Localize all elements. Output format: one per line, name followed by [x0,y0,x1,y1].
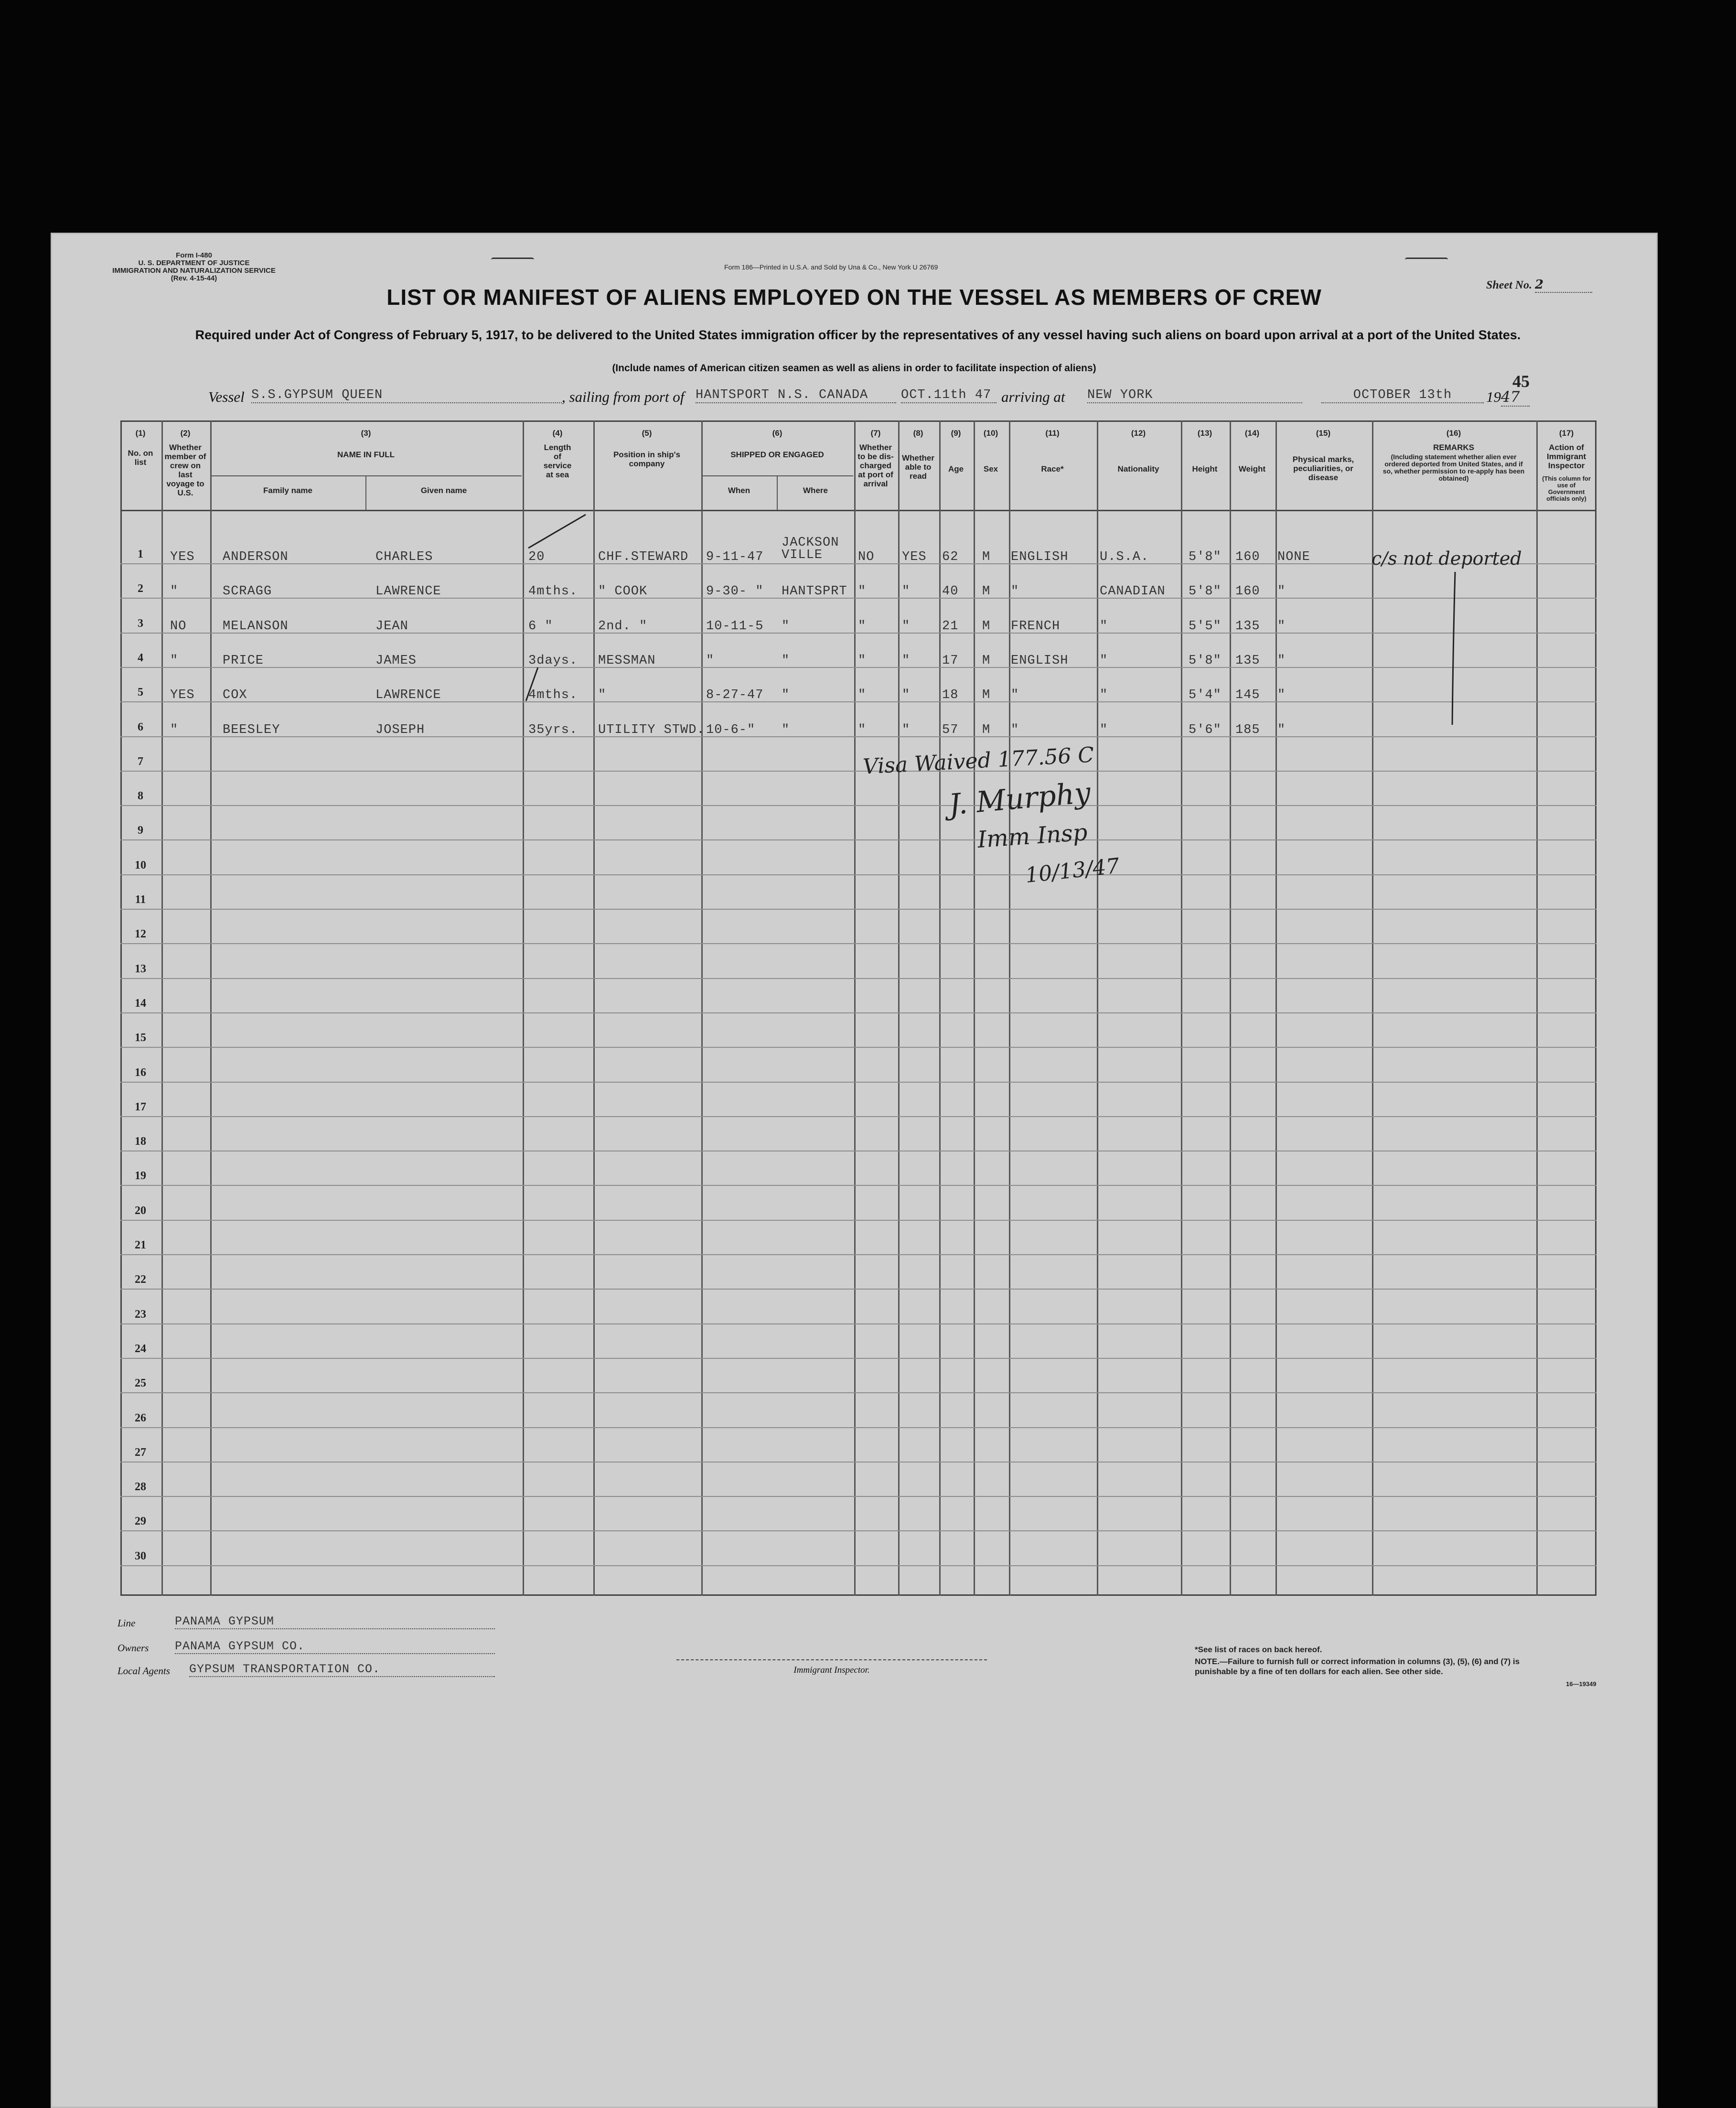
column-line [210,420,212,1596]
cell-where: " [782,688,790,703]
col-label-weight: Weight [1238,464,1266,473]
header-divider [120,510,1597,511]
cell-given: JAMES [375,653,417,668]
cell-sex: M [982,619,991,634]
cell-marks: " [1277,584,1286,599]
row-line [120,1116,1597,1117]
cell-member: " [170,653,179,668]
service-tally-marks [519,510,643,968]
shipped-subhead-split [777,475,778,510]
cell-family: ANDERSON [223,550,289,564]
cell-when: 8-27-47 [706,688,764,703]
col-label-service: Length of service at sea [543,443,572,479]
handwritten-visa-note: Visa Waived 177.56 C [862,742,1095,779]
subhead-given: Given name [420,486,467,495]
column-line [939,420,941,1596]
row-number: 4 [138,651,143,664]
col-label-action: Action of Immigrant Inspector [1546,443,1586,470]
cell-discharged: " [858,619,867,634]
cell-weight: 160 [1235,584,1260,599]
cell-member: " [170,722,179,737]
cell-age: 18 [942,688,959,703]
footer-line-label: Line [118,1617,136,1629]
cell-height: 5'8" [1189,584,1222,599]
cell-weight: 185 [1235,722,1260,737]
printer-line: Form 186—Printed in U.S.A. and Sold by Una & Co., New York U 26769 [724,263,938,271]
cell-discharged: " [858,688,867,703]
col-num-17: (17) [1559,429,1574,438]
cell-race: ENGLISH [1011,550,1069,564]
col-num-16: (16) [1446,429,1461,438]
sheet-label: Sheet No. [1486,279,1532,291]
col-num-7: (7) [870,429,881,438]
col-num-13: (13) [1197,429,1212,438]
arrival-port: NEW YORK [1087,388,1302,403]
sailing-date: OCT.11th 47 [901,388,997,403]
col-num-15: (15) [1316,429,1331,438]
column-line [854,420,856,1596]
row-number: 25 [135,1377,146,1390]
cell-position: " COOK [598,584,648,599]
col-num-2: (2) [180,429,191,438]
row-line [120,1254,1597,1255]
col-num-1: (1) [135,429,146,438]
cell-position: CHF.STEWARD [598,550,689,564]
col-num-5: (5) [642,429,652,438]
row-number: 17 [135,1100,146,1113]
vessel-line [208,388,245,406]
col-label-sex: Sex [983,464,998,473]
cell-nationality: " [1100,653,1108,668]
col-num-6: (6) [772,429,782,438]
department: U. S. DEPARTMENT OF JUSTICE [138,259,250,267]
form-number: Form I-480 [176,251,212,259]
cell-discharged: " [858,722,867,737]
row-number: 20 [135,1204,146,1217]
cell-height: 5'8" [1189,653,1222,668]
row-number: 5 [138,686,143,699]
subhead-when: When [728,486,750,495]
include-note: (Include names of American citizen seamen as well as aliens in order to facilitate inspection of aliens) [612,363,1096,374]
handwritten-date: 10/13/47 [1024,853,1121,888]
col-label-nationality: Nationality [1117,464,1159,473]
row-line [120,943,1597,944]
cell-marks: " [1277,653,1286,668]
row-number: 15 [135,1032,146,1044]
inspector-signature: J. Murphy [947,776,1092,822]
cell-weight: 145 [1235,688,1260,703]
row-line [120,771,1597,772]
col-label-name: NAME IN FULL [337,450,395,459]
column-line [1372,420,1373,1596]
cell-read: " [902,688,911,703]
sheet-number: 2 [1535,278,1592,293]
cell-where: " [782,722,790,737]
inspector-title: Imm Insp [976,819,1089,853]
cell-service: 3days. [528,653,578,668]
col-note-remarks: (Including statement whether alien ever ordered deported from United States, and if so, whether permission to re-apply has been obtained) [1382,453,1525,482]
cell-when: 10-6-" [706,722,756,737]
cell-read: YES [902,550,927,564]
row-number: 16 [135,1066,146,1079]
cell-read: " [902,653,911,668]
cell-service: 4mths. [528,584,578,599]
cell-position: MESSMAN [598,653,656,668]
col-num-14: (14) [1244,429,1260,438]
subhead-where: Where [803,486,828,495]
cell-given: JEAN [375,619,408,634]
col-label-race: Race* [1041,464,1064,473]
row-line [120,1185,1597,1186]
row-line [120,839,1597,840]
cell-age: 17 [942,653,959,668]
remark-ditto-line [1446,567,1465,730]
cell-service: 35yrs. [528,722,578,737]
cell-family: MELANSON [223,619,289,634]
row-number: 3 [138,617,143,630]
name-subhead-split [365,475,366,510]
cell-weight: 135 [1235,653,1260,668]
row-line [120,1289,1597,1290]
cell-member: YES [170,550,195,564]
cell-when: 9-30- " [706,584,764,599]
cell-read: " [902,722,911,737]
row-line [120,1323,1597,1324]
cell-position: UTILITY STWD. [598,722,705,737]
cell-where: JACKSON VILLE [782,536,839,562]
column-line [974,420,975,1596]
row-line [120,874,1597,875]
col-label-member: Whether member of crew on last voyage to U.S. [164,443,206,497]
cell-read: " [902,619,911,634]
row-number: 7 [138,755,143,768]
row-number: 19 [135,1170,146,1183]
row-line [120,1427,1597,1428]
arriving-label: arriving at [1001,388,1065,405]
footer-owners-label: Owners [118,1642,149,1654]
col-num-10: (10) [983,429,998,438]
col-label-age: Age [948,464,964,473]
col-label-read: Whether able to read [902,453,934,481]
col-label-no: No. on list [128,449,153,467]
handwritten-remark: c/s not deported [1372,548,1522,569]
column-line [161,420,163,1596]
penalty-note: NOTE.—Failure to furnish full or correct information in columns (3), (5), (6) and (7) is punishable by a fine of ten dollars for each alien. See other side. [1195,1657,1520,1676]
cell-age: 21 [942,619,959,634]
row-number: 28 [135,1481,146,1494]
cell-sex: M [982,653,991,668]
vessel-label: Vessel [208,388,245,405]
row-line [120,1047,1597,1048]
cell-nationality: CANADIAN [1100,584,1166,599]
cell-read: " [902,584,911,599]
year-prefix: 19 [1486,388,1501,405]
cell-discharged: " [858,584,867,599]
row-line [120,1496,1597,1497]
cell-sex: M [982,688,991,703]
vessel-name: S.S.GYPSUM QUEEN [251,388,562,403]
row-line [120,1012,1597,1013]
cell-given: JOSEPH [375,722,425,737]
row-number: 21 [135,1239,146,1251]
col-label-position: Position in ship's company [613,450,681,468]
col-label-height: Height [1192,464,1218,473]
cell-age: 57 [942,722,959,737]
cell-sex: M [982,584,991,599]
row-number: 8 [138,790,143,803]
sailing-label: , sailing from port of [562,388,685,405]
cell-family: COX [223,688,247,703]
cell-race: ENGLISH [1011,653,1069,668]
service-name: IMMIGRATION AND NATURALIZATION SERVICE [112,267,276,275]
inspector-caption: Immigrant Inspector. [793,1665,870,1675]
cell-height: 5'5" [1189,619,1222,634]
cell-height: 5'8" [1189,550,1222,564]
cell-member: " [170,584,179,599]
row-line [120,1530,1597,1531]
sailing-port: HANTSPORT N.S. CANADA [696,388,896,403]
form-code: 16—19349 [1566,1680,1597,1688]
row-number: 22 [135,1273,146,1286]
cell-race: " [1011,722,1019,737]
page-stamp: 45 [1512,372,1530,391]
cell-nationality: " [1100,722,1108,737]
cell-family: BEESLEY [223,722,280,737]
cell-weight: 135 [1235,619,1260,634]
page-title: LIST OR MANIFEST OF ALIENS EMPLOYED ON THE VESSEL AS MEMBERS OF CREW [386,285,1322,310]
cell-race: FRENCH [1011,619,1061,634]
cell-race: " [1011,688,1019,703]
cell-service: 6 " [528,619,553,634]
inspector-signature-line [676,1659,987,1660]
row-line [120,1392,1597,1393]
col-num-12: (12) [1131,429,1146,438]
cell-family: SCRAGG [223,584,272,599]
col-label-discharged: Whether to be dis-charged at port of arrival [857,443,894,488]
column-line [701,420,703,1596]
cell-member: YES [170,688,195,703]
row-number: 9 [138,824,143,837]
cell-age: 62 [942,550,959,564]
row-line [120,805,1597,806]
col-label-marks: Physical marks, peculiarities, or disease [1292,455,1354,482]
col-label-remarks: REMARKS [1433,443,1474,452]
row-line [120,1462,1597,1463]
cell-nationality: " [1100,688,1108,703]
cell-nationality: U.S.A. [1100,550,1149,564]
cell-when: " [706,653,715,668]
cell-where: HANTSPRT [782,584,847,599]
year-line [1486,388,1530,407]
cell-age: 40 [942,584,959,599]
col-num-4: (4) [552,429,563,438]
cell-weight: 160 [1235,550,1260,564]
row-number: 10 [135,859,146,871]
cell-sex: M [982,550,991,564]
cell-sex: M [982,722,991,737]
footer-agents-value: GYPSUM TRANSPORTATION CO. [189,1662,495,1677]
cell-service: 4mths. [528,688,578,703]
form-block [108,252,280,282]
cell-nationality: " [1100,619,1108,634]
year: 47 [1501,388,1530,407]
column-line [1230,420,1231,1596]
row-line [120,1358,1597,1359]
row-number: 24 [135,1342,146,1355]
column-line [1097,420,1098,1596]
cell-position: 2nd. " [598,619,648,634]
row-line [120,978,1597,979]
cell-where: " [782,619,790,634]
row-number: 11 [135,893,146,906]
arrival-date: OCTOBER 13th [1321,388,1484,403]
row-line [120,1565,1597,1566]
row-number: 18 [135,1135,146,1148]
races-note: *See list of races on back hereof. [1195,1645,1322,1654]
cell-given: LAWRENCE [375,688,441,703]
column-line [898,420,900,1596]
cell-member: NO [170,619,187,634]
binder-clip-mark [491,258,534,262]
cell-family: PRICE [223,653,264,668]
column-line [1181,420,1182,1596]
row-number: 1 [138,548,143,560]
cell-where: " [782,653,790,668]
subhead-family: Family name [263,486,312,495]
cell-service: 20 [528,550,545,564]
cell-height: 5'4" [1189,688,1222,703]
row-number: 27 [135,1446,146,1459]
column-line [1009,420,1010,1596]
row-number: 23 [135,1308,146,1321]
cell-height: 5'6" [1189,722,1222,737]
cell-when: 9-11-47 [706,550,764,564]
row-line [120,909,1597,910]
row-number: 12 [135,928,146,941]
cell-when: 10-11-5 [706,619,764,634]
cell-given: LAWRENCE [375,584,441,599]
footer-owners-value: PANAMA GYPSUM CO. [175,1639,495,1654]
cell-marks: " [1277,688,1286,703]
cell-given: CHARLES [375,550,433,564]
subtitle: Required under Act of Congress of February 5, 1917, to be delivered to the United States immigration officer by the representatives of any vessel having such aliens on board upon arrival at a port of the United States. [195,328,1521,342]
form-revision: (Rev. 4-15-44) [171,274,217,282]
cell-marks: " [1277,619,1286,634]
row-number: 14 [135,997,146,1010]
col-num-9: (9) [951,429,961,438]
footer-line-value: PANAMA GYPSUM [175,1614,495,1629]
row-line [120,1220,1597,1221]
footer-agents-label: Local Agents [118,1665,170,1677]
col-num-8: (8) [913,429,923,438]
col-num-3: (3) [361,429,371,438]
row-number: 29 [135,1515,146,1528]
row-number: 13 [135,962,146,975]
column-line [1275,420,1277,1596]
binder-clip-mark [1405,258,1448,262]
cell-marks: NONE [1277,550,1310,564]
cell-discharged: " [858,653,867,668]
col-num-11: (11) [1045,429,1060,438]
row-number: 6 [138,721,143,733]
row-line [120,1082,1597,1083]
col-label-shipped: SHIPPED OR ENGAGED [730,450,824,459]
row-number: 2 [138,582,143,595]
col-note-action: (This column for use of Government officials only) [1542,475,1591,502]
cell-race: " [1011,584,1019,599]
manifest-sheet [51,233,1658,2108]
cell-marks: " [1277,722,1286,737]
row-number: 30 [135,1549,146,1562]
column-line [1536,420,1538,1596]
cell-discharged: NO [858,550,875,564]
row-number: 26 [135,1411,146,1424]
cell-position: " [598,688,607,703]
